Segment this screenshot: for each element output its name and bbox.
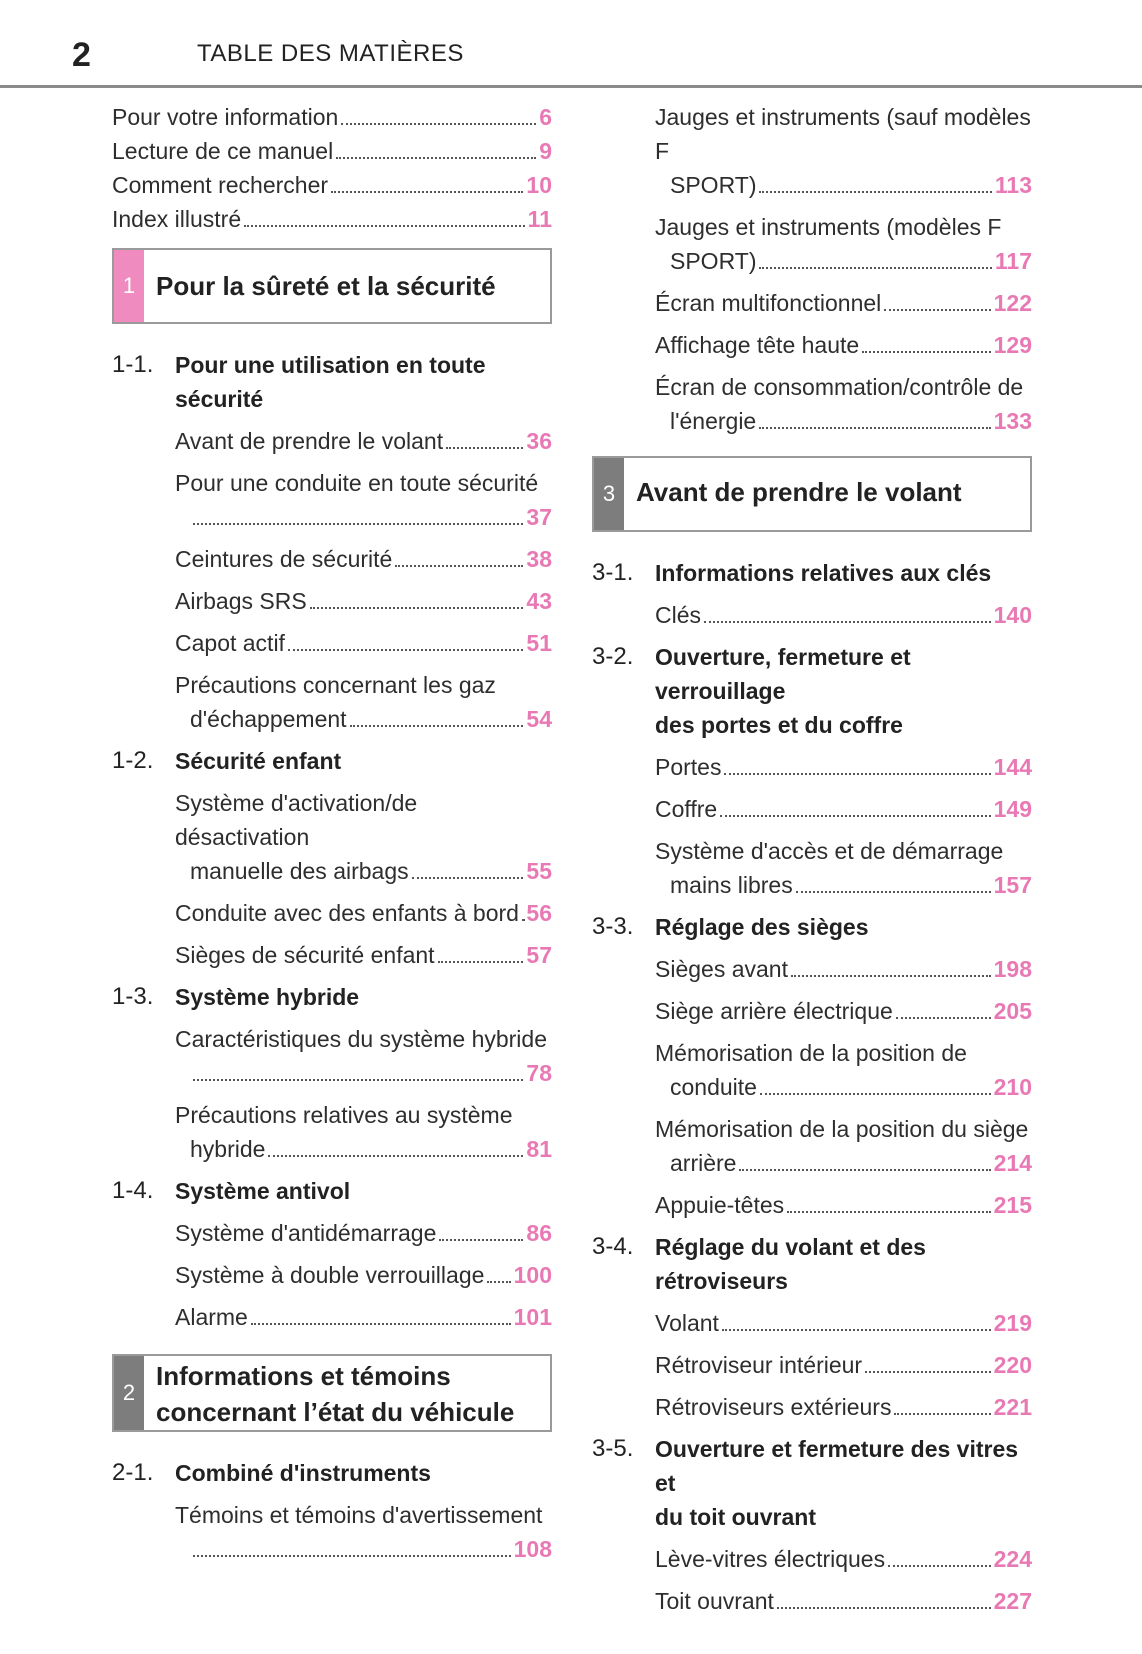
entry-label-line: Précautions concernant les gaz (175, 672, 496, 698)
toc-entry[interactable] (592, 1146, 1032, 1180)
entry-label: Système d'antidémarrage (175, 1220, 437, 1246)
leader-dots (796, 890, 991, 893)
section-title: Informations relatives aux clés (655, 560, 992, 586)
toc-entry[interactable] (592, 168, 1032, 202)
leader-dots (791, 974, 991, 977)
toc-entry[interactable] (592, 1584, 1032, 1618)
entry-label: Coffre (655, 796, 718, 822)
leader-dots (341, 122, 536, 125)
entry-label: Toit ouvrant (655, 1588, 774, 1614)
page-ref: 113 (994, 172, 1032, 198)
toc-entry[interactable] (112, 542, 552, 576)
toc-entry[interactable] (112, 100, 552, 134)
leader-dots (193, 522, 523, 525)
page-ref: 215 (993, 1192, 1032, 1218)
entry-label-line: Pour une conduite en toute sécurité (175, 470, 539, 496)
leader-dots (896, 1016, 991, 1019)
section-number: 1-4. (112, 1177, 154, 1204)
entry-label: Volant (655, 1310, 719, 1336)
entry-label: Avant de prendre le volant (175, 428, 444, 454)
entry-label: Clés (655, 602, 702, 628)
toc-entry[interactable] (592, 994, 1032, 1028)
leader-dots (350, 724, 524, 727)
page-ref: 81 (526, 1136, 552, 1162)
leader-dots (395, 564, 523, 567)
leader-dots (446, 446, 523, 449)
toc-entry[interactable] (112, 584, 552, 618)
entry-label: Système à double verrouillage (175, 1262, 485, 1288)
page-title: TABLE DES MATIÈRES (197, 40, 464, 67)
entry-label: SPORT) (670, 248, 757, 274)
toc-entry[interactable] (112, 1216, 552, 1250)
toc-entry[interactable] (592, 792, 1032, 826)
entry-label: Affichage tête haute (655, 332, 860, 358)
section-number: 1-2. (112, 747, 154, 774)
toc-entry[interactable] (592, 1348, 1032, 1382)
leader-dots (331, 190, 523, 193)
section-heading[interactable] (112, 744, 552, 778)
page-ref: 55 (526, 858, 552, 884)
section-title: Sécurité enfant (175, 748, 342, 774)
entry-label: Conduite avec des enfants à bord (175, 900, 519, 926)
entry-label: Pour votre information (112, 104, 339, 130)
toc-entry[interactable] (592, 1306, 1032, 1340)
page-ref: 11 (527, 206, 552, 232)
entry-label: Portes (655, 754, 722, 780)
entry-label-line: Témoins et témoins d'avertissement (175, 1502, 543, 1528)
page-header (0, 0, 1142, 88)
leader-dots (268, 1154, 523, 1157)
toc-entry[interactable] (592, 286, 1032, 320)
page-ref: 43 (526, 588, 552, 614)
toc-entry[interactable] (112, 168, 552, 202)
entry-label: Rétroviseurs extérieurs (655, 1394, 892, 1420)
toc-entry[interactable] (112, 424, 552, 458)
chapter-1-box[interactable] (112, 248, 552, 324)
leader-dots (724, 772, 990, 775)
section-heading[interactable] (592, 910, 1032, 944)
leader-dots (865, 1370, 991, 1373)
section-number: 1-3. (112, 983, 154, 1010)
section-heading[interactable] (592, 556, 1032, 590)
entry-label-line: Caractéristiques du système hybride (175, 1026, 547, 1052)
leader-dots (704, 620, 991, 623)
page-ref: 57 (526, 942, 552, 968)
leader-dots (888, 1564, 991, 1567)
leader-dots (310, 606, 524, 609)
entry-label: Sièges avant (655, 956, 788, 982)
entry-label-line: Précautions relatives au système (175, 1102, 513, 1128)
entry-label: hybride (190, 1136, 266, 1162)
section-title: Pour une utilisation en toute sécurité (175, 352, 486, 412)
page-ref: 54 (526, 706, 552, 732)
toc-entry[interactable] (112, 626, 552, 660)
entry-label: SPORT) (670, 172, 757, 198)
section-number: 3-4. (592, 1233, 634, 1260)
entry-label: conduite (670, 1074, 757, 1100)
section-title: Système hybride (175, 984, 360, 1010)
page-ref: 36 (526, 428, 552, 454)
toc-entry[interactable] (112, 134, 552, 168)
toc-entry[interactable] (592, 404, 1032, 438)
entry-label: Index illustré (112, 206, 242, 232)
page-ref: 133 (993, 408, 1032, 434)
page-ref: 224 (993, 1546, 1032, 1572)
section-heading[interactable] (592, 1230, 1032, 1298)
section-number: 3-5. (592, 1435, 634, 1462)
leader-dots (862, 350, 990, 353)
leader-dots (894, 1412, 990, 1415)
toc-entry[interactable] (592, 868, 1032, 902)
toc-entry[interactable] (592, 1070, 1032, 1104)
page-ref: 117 (994, 248, 1032, 274)
toc-entry[interactable] (592, 244, 1032, 278)
leader-dots (251, 1322, 511, 1325)
page-number: 2 (72, 36, 91, 74)
page-ref: 100 (513, 1262, 552, 1288)
chapter-title: Avant de prendre le volant (636, 477, 962, 507)
page-ref: 227 (993, 1588, 1032, 1614)
toc-entry[interactable] (112, 202, 552, 236)
page-ref: 144 (993, 754, 1032, 780)
page-ref: 219 (993, 1310, 1032, 1336)
entry-label-line: Jauges et instruments (modèles F (655, 214, 1002, 240)
section-heading[interactable] (592, 640, 1032, 742)
chapter-tab: 1 (114, 250, 144, 322)
leader-dots (487, 1280, 510, 1283)
page-ref: 149 (993, 796, 1032, 822)
toc-entry[interactable] (112, 1056, 552, 1090)
section-title-line: Ouverture, fermeture et verrouillage (655, 644, 911, 704)
toc-entry[interactable] (112, 500, 552, 534)
page-ref: 38 (526, 546, 552, 572)
entry-label: Airbags SRS (175, 588, 307, 614)
entry-label: d'échappement (190, 706, 347, 732)
section-number: 3-2. (592, 643, 634, 670)
entry-label: mains libres (670, 872, 793, 898)
entry-label-line: Mémorisation de la position de (655, 1040, 967, 1066)
leader-dots (244, 224, 525, 227)
section-heading[interactable] (112, 1174, 552, 1208)
section-heading[interactable] (112, 1456, 552, 1490)
leader-dots (336, 156, 536, 159)
page-ref: 122 (993, 290, 1032, 316)
toc-entry[interactable] (592, 1188, 1032, 1222)
section-number: 3-3. (592, 913, 634, 940)
toc-entry[interactable] (592, 598, 1032, 632)
page-ref: 214 (993, 1150, 1032, 1176)
leader-dots (193, 1078, 523, 1081)
section-title-line: Ouverture et fermeture des vitres et (655, 1436, 1019, 1496)
leader-dots (759, 266, 991, 269)
page-ref: 6 (539, 104, 552, 130)
entry-label: manuelle des airbags (190, 858, 409, 884)
leader-dots (739, 1168, 990, 1171)
toc-entry[interactable] (112, 938, 552, 972)
toc-left-column (112, 100, 552, 1566)
toc-entry[interactable] (592, 1542, 1032, 1576)
leader-dots (777, 1606, 991, 1609)
leader-dots (288, 648, 523, 651)
page-ref: 37 (526, 504, 552, 530)
entry-label: Capot actif (175, 630, 285, 656)
toc-entry[interactable] (112, 702, 552, 736)
section-title-line: des portes et du coffre (655, 712, 903, 738)
page-ref: 10 (526, 172, 552, 198)
entry-label-line: Système d'accès et de démarrage (655, 838, 1004, 864)
page-ref: 108 (513, 1536, 552, 1562)
entry-label: Ceintures de sécurité (175, 546, 393, 572)
leader-dots (760, 1092, 991, 1095)
section-heading[interactable] (112, 348, 552, 416)
toc-entry[interactable] (112, 1132, 552, 1166)
toc-entry[interactable] (112, 1532, 552, 1566)
entry-label: Appuie-têtes (655, 1192, 785, 1218)
page-ref: 140 (993, 602, 1032, 628)
toc-entry[interactable] (112, 854, 552, 888)
page-ref: 56 (526, 900, 552, 926)
chapter-title (144, 1356, 526, 1430)
leader-dots (759, 190, 991, 193)
leader-dots (193, 1554, 511, 1557)
section-number: 2-1. (112, 1459, 154, 1486)
chapter-title-line: concernant l’état du véhicule (156, 1397, 515, 1427)
entry-label: Siège arrière électrique (655, 998, 893, 1024)
chapter-2-box[interactable] (112, 1354, 552, 1432)
leader-dots (787, 1210, 990, 1213)
section-heading[interactable] (112, 980, 552, 1014)
leader-dots (884, 308, 990, 311)
page-ref: 221 (993, 1394, 1032, 1420)
page-ref: 205 (993, 998, 1032, 1024)
entry-label: Lève-vitres électriques (655, 1546, 886, 1572)
toc-entry[interactable] (592, 750, 1032, 784)
page-ref: 86 (526, 1220, 552, 1246)
page-ref: 198 (993, 956, 1032, 982)
toc-entry[interactable] (112, 1258, 552, 1292)
section-number: 1-1. (112, 351, 154, 378)
toc-entry[interactable] (592, 952, 1032, 986)
leader-dots (720, 814, 990, 817)
header-divider (0, 85, 1142, 88)
section-title (655, 640, 1032, 742)
leader-dots (412, 876, 524, 879)
toc-entry[interactable] (112, 896, 552, 930)
page-ref: 210 (993, 1074, 1032, 1100)
entry-label: Lecture de ce manuel (112, 138, 334, 164)
section-number: 3-1. (592, 559, 634, 586)
entry-label-line: Écran de consommation/contrôle de (655, 374, 1024, 400)
page-ref: 101 (513, 1304, 552, 1330)
entry-label: Rétroviseur intérieur (655, 1352, 863, 1378)
chapter-title-line: Informations et témoins (156, 1361, 451, 1391)
section-title: Réglage des sièges (655, 914, 869, 940)
leader-dots (722, 1328, 991, 1331)
leader-dots (439, 1238, 523, 1241)
page-ref: 9 (539, 138, 552, 164)
page-ref: 157 (993, 872, 1032, 898)
entry-label-line: Système d'activation/de désactivation (175, 790, 418, 850)
entry-label: arrière (670, 1150, 737, 1176)
page-ref: 78 (526, 1060, 552, 1086)
leader-dots (522, 918, 523, 921)
entry-label-line: Jauges et instruments (sauf modèles F (655, 104, 1031, 164)
chapter-tab: 2 (114, 1356, 144, 1430)
page-ref: 51 (526, 630, 552, 656)
chapter-tab: 3 (594, 458, 624, 530)
page-ref: 220 (993, 1352, 1032, 1378)
toc-entry[interactable] (112, 1300, 552, 1334)
entry-label: Écran multifonctionnel (655, 290, 882, 316)
section-title (655, 1432, 1032, 1534)
toc-entry[interactable] (592, 1390, 1032, 1424)
section-title-line: du toit ouvrant (655, 1504, 816, 1530)
entry-label: Comment rechercher (112, 172, 329, 198)
entry-label: Alarme (175, 1304, 248, 1330)
leader-dots (438, 960, 524, 963)
section-title: Réglage du volant et des rétroviseurs (655, 1234, 926, 1294)
chapter-title: Pour la sûreté et la sécurité (156, 271, 496, 301)
entry-label: l'énergie (670, 408, 757, 434)
toc-right-column (592, 100, 1032, 1618)
chapter-3-box[interactable] (592, 456, 1032, 532)
section-title: Combiné d'instruments (175, 1460, 431, 1486)
page-ref: 129 (993, 332, 1032, 358)
leader-dots (759, 426, 990, 429)
section-title: Système antivol (175, 1178, 351, 1204)
toc-entry[interactable] (592, 328, 1032, 362)
section-heading[interactable] (592, 1432, 1032, 1534)
entry-label-line: Mémorisation de la position du siège (655, 1116, 1029, 1142)
entry-label: Sièges de sécurité enfant (175, 942, 435, 968)
